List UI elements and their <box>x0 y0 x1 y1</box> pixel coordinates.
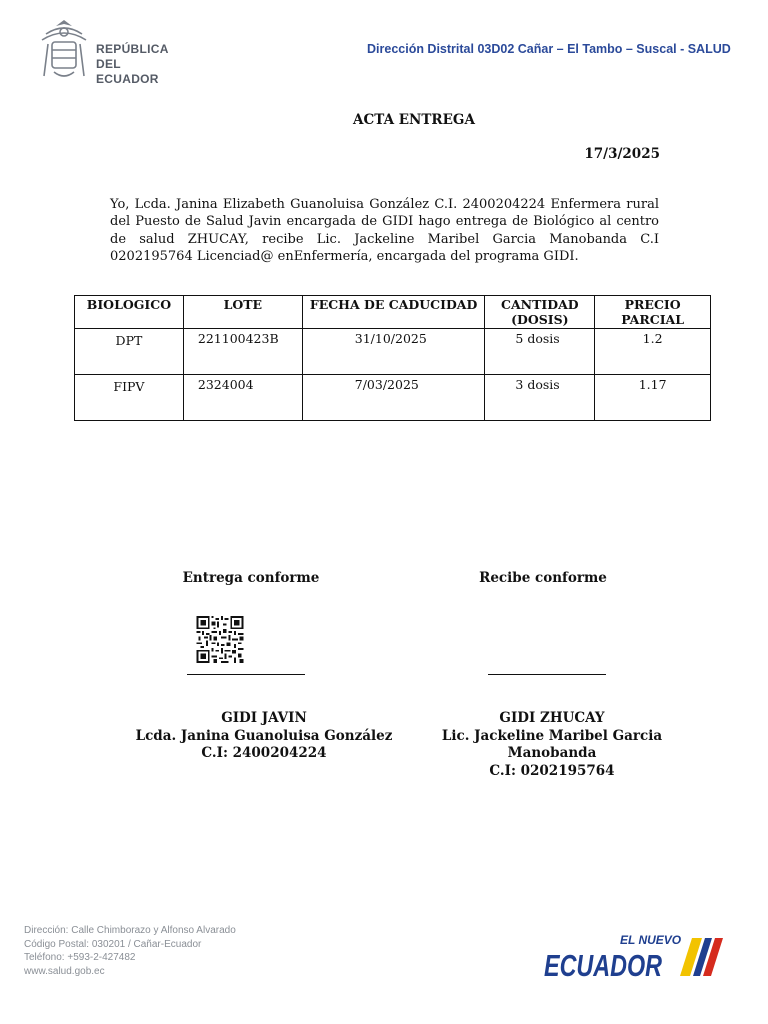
footer-phone: Teléfono: +593-2-427482 <box>24 952 136 963</box>
cell-fecha: 31/10/2025 <box>302 329 485 375</box>
republic-logo <box>36 20 186 84</box>
delivery-signature-line <box>187 674 305 675</box>
delivery-name: Lcda. Janina Guanoluisa González <box>135 727 393 744</box>
table-row <box>75 375 711 421</box>
republic-name <box>96 42 186 87</box>
document-title: ACTA ENTREGA <box>353 112 475 128</box>
receipt-signature-line <box>488 674 606 675</box>
receipt-org: GIDI ZHUCAY <box>499 710 605 726</box>
cell-lote: 2324004 <box>183 375 302 421</box>
header-lote: LOTE <box>183 296 302 329</box>
table-row <box>75 329 711 375</box>
cell-biologico: FIPV <box>75 375 184 421</box>
biological-table <box>74 295 711 421</box>
table-header-row <box>75 296 711 329</box>
flag-stripes-icon <box>680 938 723 976</box>
receipt-signature-heading: Recibe conforme <box>479 570 607 586</box>
cell-precio: 1.17 <box>595 375 711 421</box>
delivery-signature-heading: Entrega conforme <box>182 570 320 586</box>
receipt-name-line2: Manobanda <box>507 745 597 761</box>
brand-big-text: ECUADOR <box>544 948 663 983</box>
delivery-statement: Yo, Lcda. Janina Elizabeth Guanoluisa González C.I. 2400204224 Enfermera rural del Puesto de Salud Javin encargada de GIDI hago entrega de Biológico al centro de salud ZHUCAY, recibe Lic. Jackeline Maribel Garcia Manobanda C.I 0202195764 Licenciad@ enEnfermería, encargada del programa GIDI. <box>110 197 659 264</box>
republic-line1: REPÚBLICA <box>96 42 169 56</box>
cell-cantidad: 5 dosis <box>485 329 595 375</box>
coat-of-arms-icon <box>36 20 92 82</box>
delivery-signatory <box>124 710 404 763</box>
footer-website: www.salud.gob.ec <box>24 965 105 977</box>
footer-address: Dirección: Calle Chimborazo y Alfonso Alvarado <box>24 925 236 936</box>
delivery-ci: C.I: 2400204224 <box>201 745 327 761</box>
republic-line2: DEL ECUADOR <box>96 57 159 86</box>
district-heading: Dirección Distrital 03D02 Cañar – El Tambo – Suscal - SALUD <box>367 42 731 56</box>
cell-precio: 1.2 <box>595 329 711 375</box>
footer-contact <box>24 924 264 978</box>
cell-lote: 221100423B <box>183 329 302 375</box>
header-precio-parcial: PRECIO PARCIAL <box>595 296 711 329</box>
footer-postal: Código Postal: 030201 / Cañar-Ecuador <box>24 938 202 950</box>
header-biologico: BIOLOGICO <box>75 296 184 329</box>
receipt-name-line1: Lic. Jackeline Maribel Garcia <box>441 727 663 744</box>
delivery-org: GIDI JAVIN <box>221 710 307 726</box>
cell-cantidad: 3 dosis <box>485 375 595 421</box>
header-cantidad: CANTIDAD (DOSIS) <box>485 296 595 329</box>
brand-small-text: EL NUEVO <box>620 933 682 947</box>
qr-code-signature <box>195 616 245 663</box>
receipt-signatory <box>412 710 692 780</box>
receipt-ci: C.I: 0202195764 <box>489 762 615 779</box>
cell-biologico: DPT <box>75 329 184 375</box>
cell-fecha: 7/03/2025 <box>302 375 485 421</box>
el-nuevo-ecuador-logo <box>542 928 732 984</box>
document-date: 17/3/2025 <box>584 146 660 162</box>
header-fecha-caducidad: FECHA DE CADUCIDAD <box>302 296 485 329</box>
